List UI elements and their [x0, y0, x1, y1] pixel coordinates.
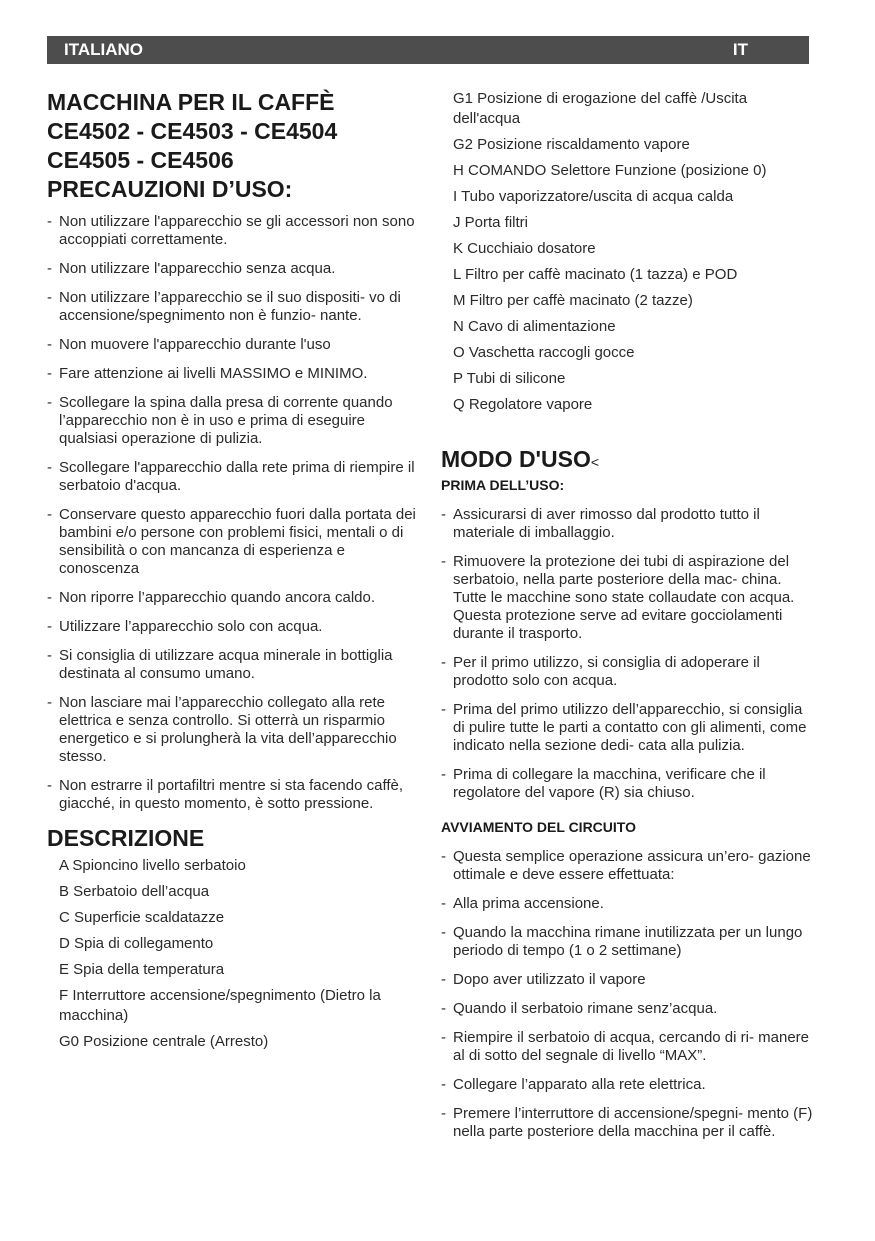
- descrizione-list-left: [47, 856, 419, 1052]
- list-item: - Non lasciare mai l’apparecchio collegato alla rete elettrica e senza controllo. Si otterrà un risparmio energetico e si prolungherà la vita dell’apparecchio stesso.: [47, 694, 419, 766]
- list-item: J Porta filtri: [453, 214, 529, 231]
- list-item: B Serbatoio dell’acqua: [59, 883, 210, 900]
- list-item: - Non estrarre il portafiltri mentre si sta facendo caffè, giacché, in questo momento, è sotto pressione.: [47, 777, 419, 813]
- right-column: [441, 89, 813, 1152]
- list-item: F Interruttore accensione/spegnimento (Dietro la macchina): [59, 987, 381, 1024]
- list-item: - Quando la macchina rimane inutilizzata per un lungo periodo di tempo (1 o 2 settimane): [441, 924, 813, 960]
- list-item: - Prima di collegare la macchina, verificare che il regolatore del vapore (R) sia chiuso.: [441, 766, 813, 802]
- list-item: - Utilizzare l’apparecchio solo con acqua.: [47, 618, 419, 636]
- precauzioni-heading: PRECAUZIONI D’USO:: [47, 176, 293, 202]
- list-item: - Non riporre l’apparecchio quando ancora caldo.: [47, 589, 419, 607]
- list-item: - Si consiglia di utilizzare acqua minerale in bottiglia destinata al consumo umano.: [47, 647, 419, 683]
- descrizione-list-right: [441, 89, 813, 415]
- language-label: ITALIANO: [64, 40, 144, 59]
- list-item: G1 Posizione di erogazione del caffè /Uscita dell'acqua: [453, 90, 748, 127]
- list-item: D Spia di collegamento: [59, 935, 214, 952]
- modo-uso-title: MODO D'USO: [441, 446, 591, 472]
- list-item: - Dopo aver utilizzato il vapore: [441, 971, 813, 989]
- list-item: I Tubo vaporizzatore/uscita di acqua calda: [453, 188, 734, 205]
- list-item: - Prima del primo utilizzo dell’apparecchio, si consiglia di pulire tutte le parti a contatto con gli alimenti, come indicato nella sezione dedi- cata alla pulizia.: [441, 701, 813, 755]
- list-item: N Cavo di alimentazione: [453, 318, 616, 335]
- list-item: - Quando il serbatoio rimane senz’acqua.: [441, 1000, 813, 1018]
- list-item: - Non muovere l'apparecchio durante l'uso: [47, 336, 419, 354]
- prima-uso-heading: PRIMA DELL’USO:: [441, 477, 565, 493]
- list-item: - Questa semplice operazione assicura un’ero- gazione ottimale e deve essere effettuata:: [441, 848, 813, 884]
- list-item: - Premere l’interruttore di accensione/spegni- mento (F) nella parte posteriore della macchina per il caffè.: [441, 1105, 813, 1141]
- title-line-2: CE4502 - CE4503 - CE4504: [47, 118, 338, 144]
- list-item: G2 Posizione riscaldamento vapore: [453, 136, 690, 153]
- modo-uso-heading: [441, 445, 813, 476]
- list-item: H COMANDO Selettore Funzione (posizione 0): [453, 162, 767, 179]
- list-item: - Riempire il serbatoio di acqua, cercando di ri- manere al di sotto del segnale di livello “MAX”.: [441, 1029, 813, 1065]
- avviamento-heading: AVVIAMENTO DEL CIRCUITO: [441, 819, 636, 835]
- descrizione-heading: DESCRIZIONE: [47, 825, 205, 851]
- list-item: O Vaschetta raccogli gocce: [453, 344, 635, 361]
- list-item: - Rimuovere la protezione dei tubi di aspirazione del serbatoio, nella parte posteriore della mac- china. Tutte le macchine sono state collaudate con acqua. Questa protezione serve ad evitare gocciolamenti durante il trasporto.: [441, 553, 813, 643]
- page-header-bar: [47, 36, 809, 64]
- title-line-1: MACCHINA PER IL CAFFÈ: [47, 89, 335, 115]
- list-item: - Non utilizzare l'apparecchio se gli accessori non sono accoppiati correttamente.: [47, 213, 419, 249]
- list-item: - Scollegare l'apparecchio dalla rete prima di riempire il serbatoio d'acqua.: [47, 459, 419, 495]
- list-item: - Non utilizzare l'apparecchio senza acqua.: [47, 260, 419, 278]
- list-item: C Superficie scaldatazze: [59, 909, 225, 926]
- list-item: L Filtro per caffè macinato (1 tazza) e POD: [453, 266, 738, 283]
- list-item: - Non utilizzare l’apparecchio se il suo dispositi- vo di accensione/spegnimento non è funzio- nante.: [47, 289, 419, 325]
- list-item: - Conservare questo apparecchio fuori dalla portata dei bambini e/o persone con problemi fisici, mentali o di sensibilità o con mancanza di esperienza e conoscenza: [47, 506, 419, 578]
- language-code: IT: [732, 40, 748, 59]
- list-item: P Tubi di silicone: [453, 370, 566, 387]
- prima-uso-list: [441, 506, 813, 802]
- list-item: - Assicurarsi di aver rimosso dal prodotto tutto il materiale di imballaggio.: [441, 506, 813, 542]
- list-item: M Filtro per caffè macinato (2 tazze): [453, 292, 693, 309]
- list-item: - Collegare l’apparato alla rete elettrica.: [441, 1076, 813, 1094]
- list-item: A Spioncino livello serbatoio: [59, 857, 246, 874]
- modo-uso-marker: <: [590, 454, 600, 470]
- precauzioni-list: [47, 213, 419, 813]
- list-item: E Spia della temperatura: [59, 961, 225, 978]
- list-item: - Scollegare la spina dalla presa di corrente quando l’apparecchio non è in uso e prima di eseguire qualsiasi operazione di pulizia.: [47, 394, 419, 448]
- left-column: [47, 88, 419, 1058]
- avviamento-list: [441, 848, 813, 1141]
- list-item: G0 Posizione centrale (Arresto): [59, 1033, 269, 1050]
- list-item: - Per il primo utilizzo, si consiglia di adoperare il prodotto solo con acqua.: [441, 654, 813, 690]
- list-item: Q Regolatore vapore: [453, 396, 593, 413]
- title-line-3: CE4505 - CE4506: [47, 147, 234, 173]
- list-item: - Alla prima accensione.: [441, 895, 813, 913]
- list-item: - Fare attenzione ai livelli MASSIMO e MINIMO.: [47, 365, 419, 383]
- list-item: K Cucchiaio dosatore: [453, 240, 596, 257]
- document-title: [47, 88, 419, 175]
